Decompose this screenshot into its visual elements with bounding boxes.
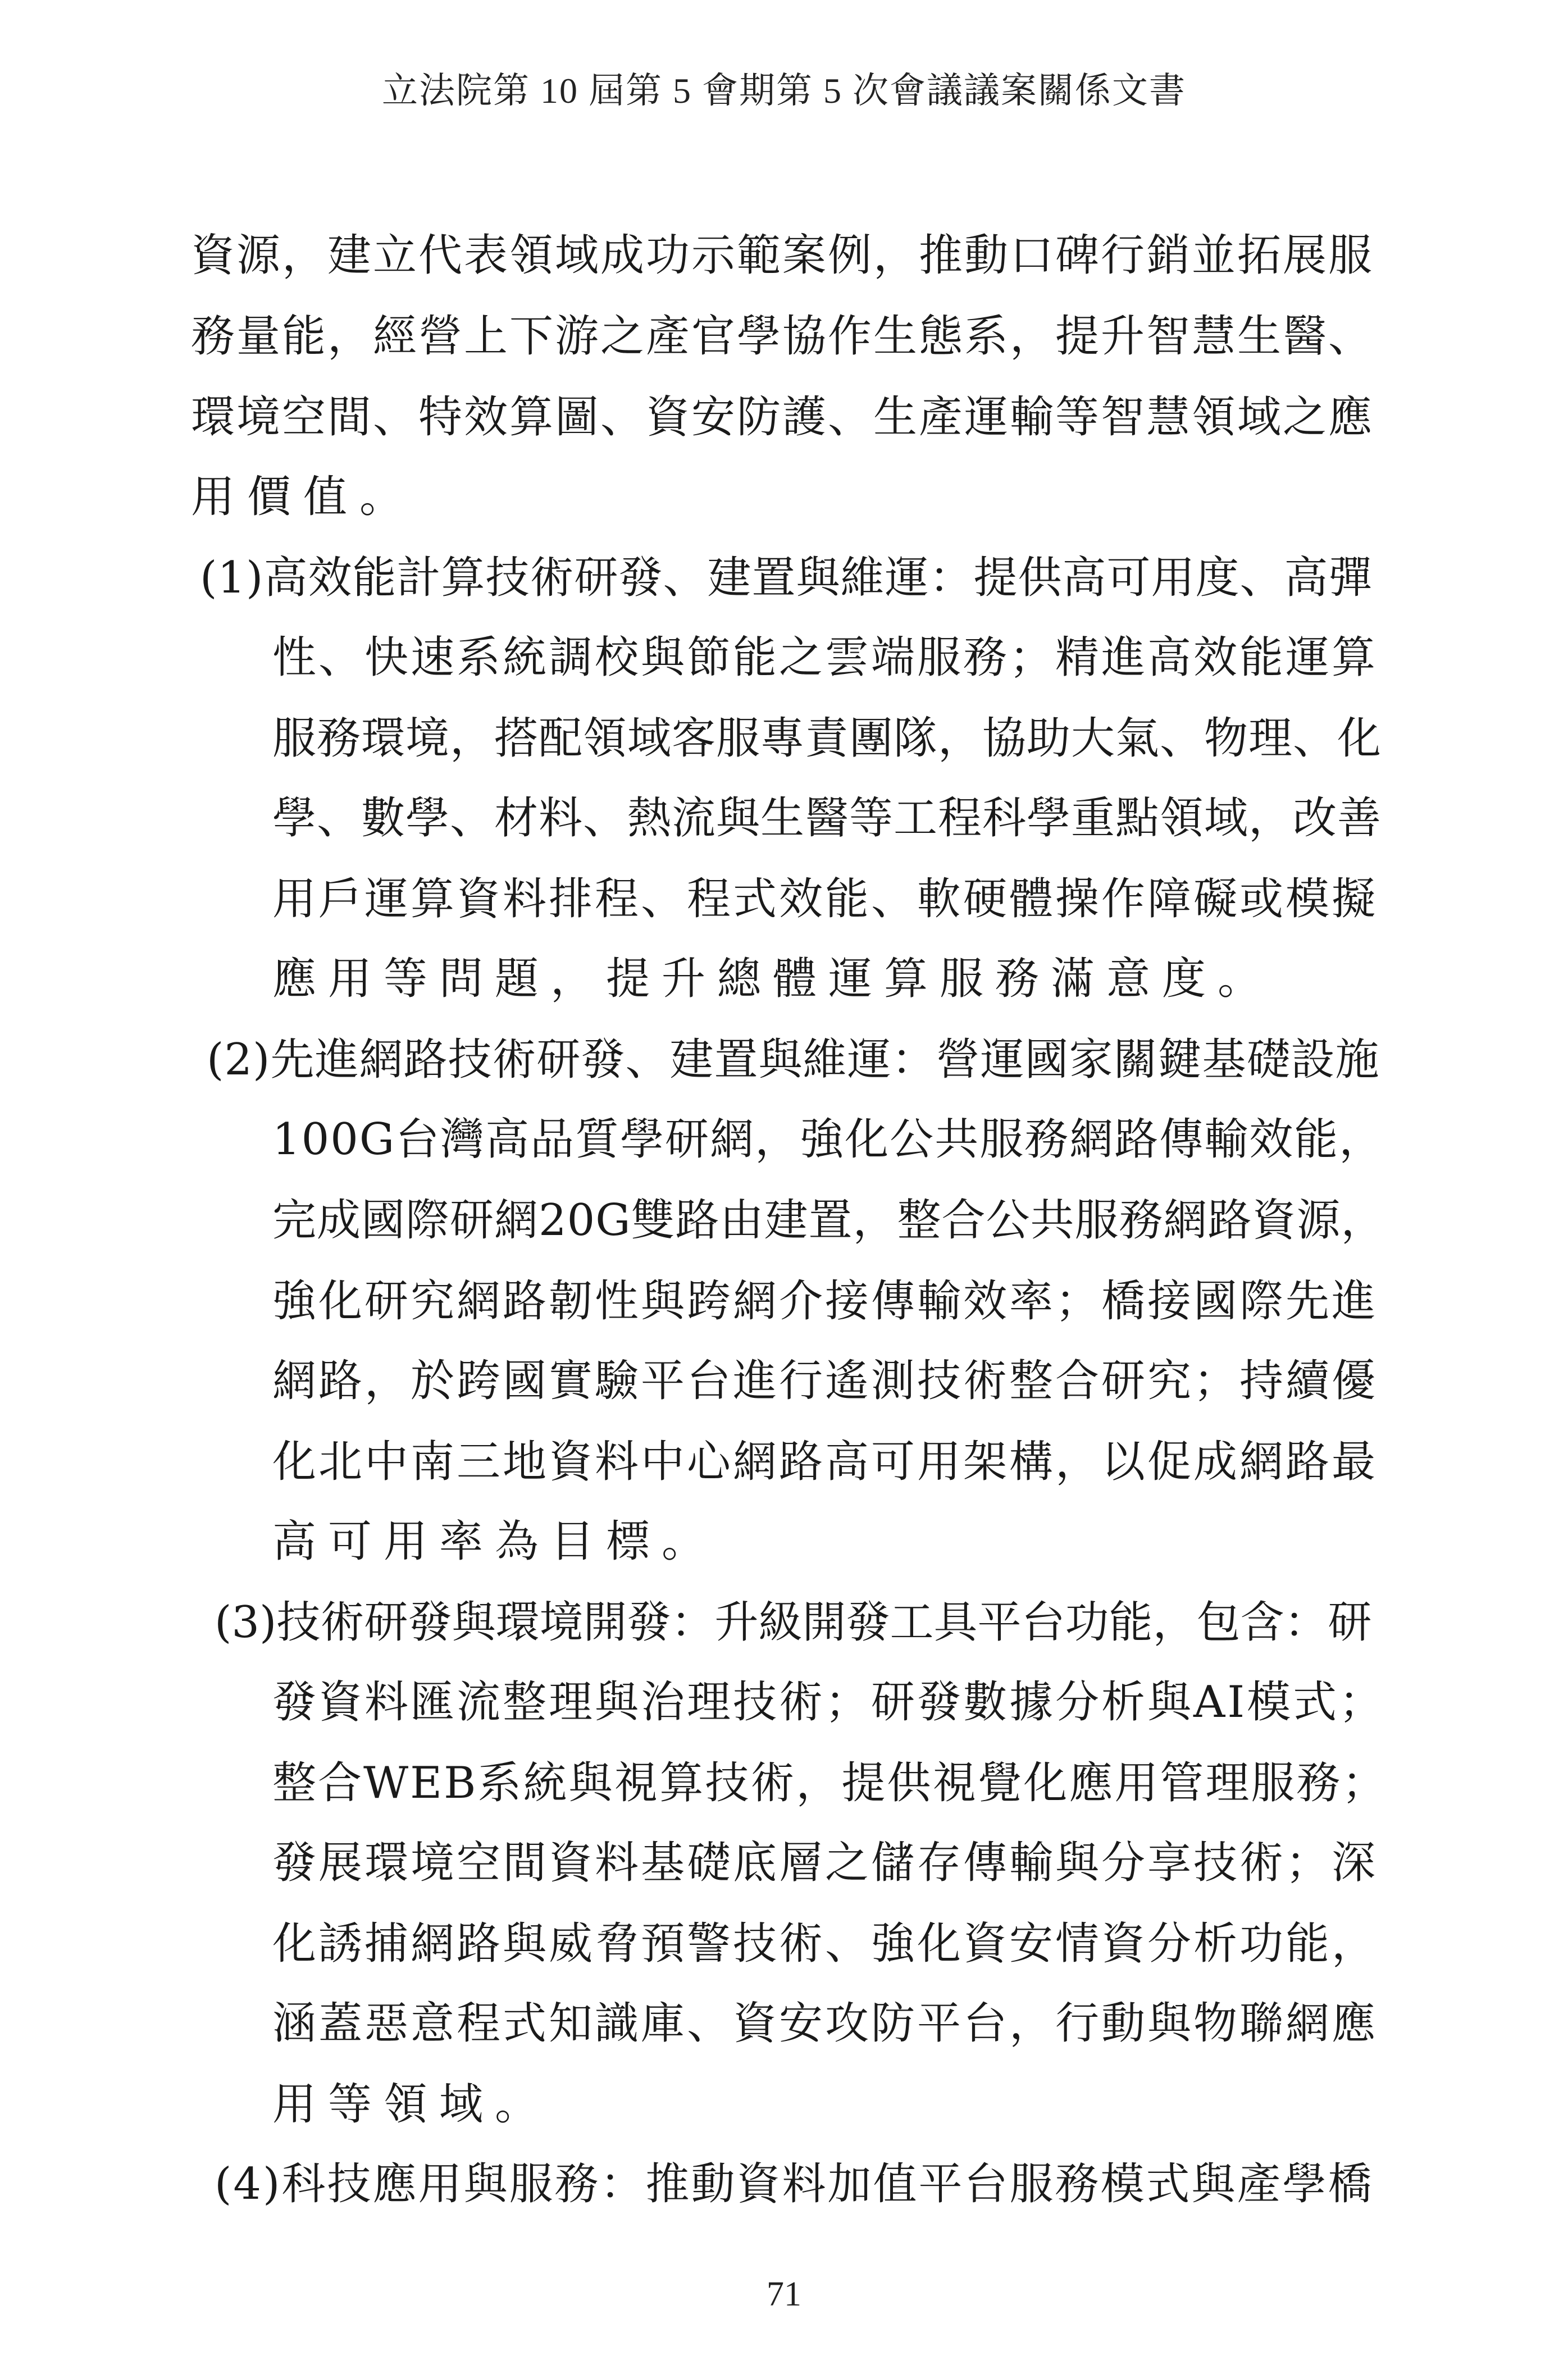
list-item-1-line: 用戶運算資料排程、程式效能、軟硬體操作障礙或模擬: [272, 874, 1378, 924]
list-item-2-line: 完成國際研網20G雙路由建置，整合公共服務網路資源，: [272, 1195, 1385, 1246]
list-item-3-line: 涵蓋惡意程式知識庫、資安攻防平台，行動與物聯網應: [272, 1998, 1378, 2049]
list-item-2-line: (2)先進網路技術研發、建置與維運：營運國家關鍵基礎設施: [207, 1035, 1380, 1085]
list-item-1-line: (1)高效能計算技術研發、建置與維運：提供高可用度、高彈: [200, 553, 1373, 603]
list-item-2-line: 化北中南三地資料中心網路高可用架構，以促成網路最: [272, 1437, 1378, 1487]
list-item-3-line: 發資料匯流整理與治理技術；研發數據分析與AI模式；: [272, 1677, 1385, 1728]
intro-line: 環境空間、特效算圖、資安防護、生產運輸等智慧領域之應: [191, 392, 1374, 443]
list-item-3-line: 化誘捕網路與威脅預警技術、強化資安情資分析功能，: [272, 1919, 1378, 1969]
list-item-4-line: (4)科技應用與服務：推動資料加值平台服務模式與產學橋: [215, 2159, 1374, 2209]
list-item-3-line: 用等領域。: [272, 2079, 551, 2130]
list-item-1-line: 服務環境，搭配領域客服專責團隊，協助大氣、物理、化: [272, 713, 1382, 764]
list-item-2-line: 網路，於跨國實驗平台進行遙測技術整合研究；持續優: [272, 1356, 1378, 1406]
list-item-1-line: 性、快速系統調校與節能之雲端服務；精進高效能運算: [272, 632, 1378, 683]
page-number: 71: [767, 2275, 801, 2313]
list-item-1-line: 學、數學、材料、熱流與生醫等工程科學重點領域，改善: [272, 793, 1382, 844]
document-header: 立法院第 10 屆第 5 會期第 5 次會議議案關係文書: [382, 71, 1186, 111]
list-item-3-line: 整合WEB系統與視算技術，提供視覺化應用管理服務；: [272, 1758, 1388, 1808]
list-item-2-line: 100G台灣高品質學研網，強化公共服務網路傳輸效能，: [272, 1114, 1384, 1165]
list-item-3-line: 發展環境空間資料基礎底層之儲存傳輸與分享技術；深: [272, 1838, 1378, 1888]
list-item-1-line: 應用等問題，提升總體運算服務滿意度。: [272, 954, 1274, 1004]
list-item-2-line: 強化研究網路韌性與跨網介接傳輸效率；橋接國際先進: [272, 1276, 1378, 1327]
list-item-3-line: (3)技術研發與環境開發：升級開發工具平台功能，包含：研: [215, 1597, 1372, 1648]
intro-line: 資源，建立代表領域成功示範案例，推動口碑行銷並拓展服: [191, 230, 1374, 281]
intro-line: 務量能，經營上下游之產官學協作生態系，提升智慧生醫、: [191, 311, 1374, 362]
intro-line: 用價值。: [191, 472, 416, 522]
list-item-2-line: 高可用率為目標。: [272, 1516, 718, 1567]
